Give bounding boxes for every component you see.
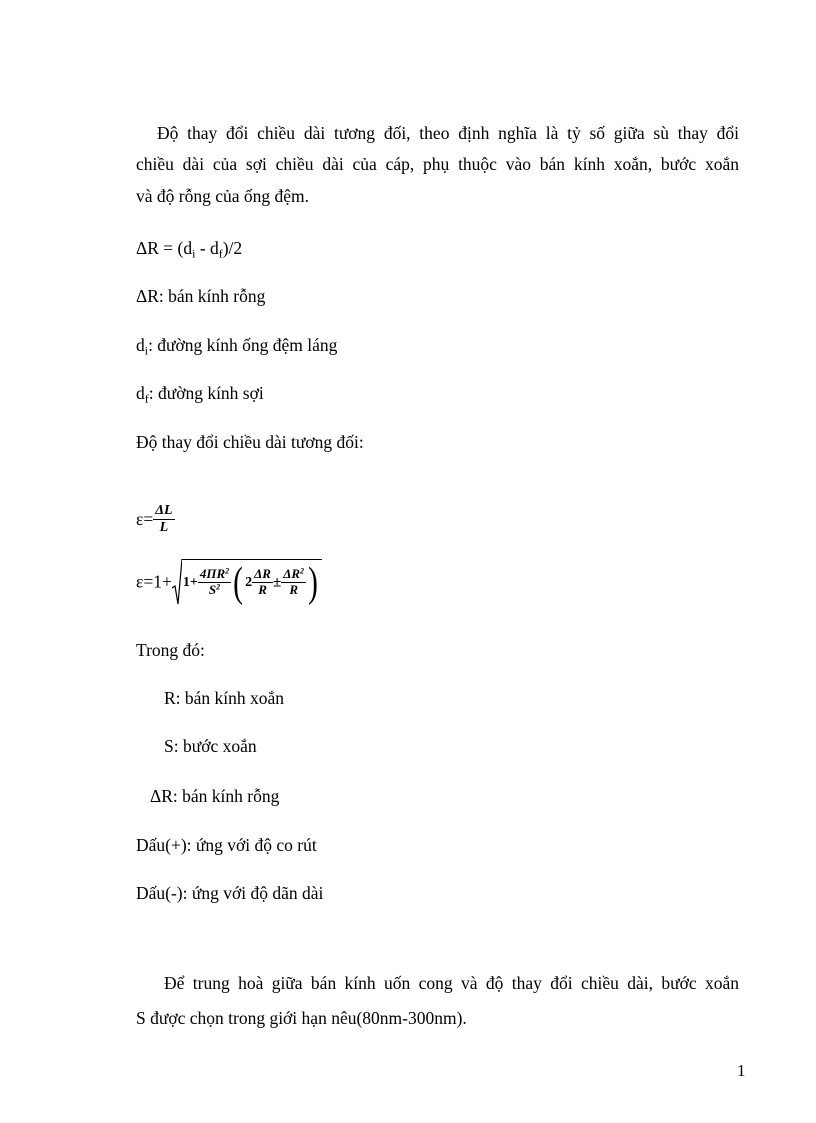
fraction-4pir2-over-s2: $\frac{4\Pi R^2}{S^2}$ — [199, 566, 230, 597]
fraction-delta-l-over-l: $\frac{\Delta L}{L}$ — [155, 503, 173, 536]
right-paren: ) — [308, 559, 318, 606]
paragraph1-line2: chiều dài của sợi chiều dài của cáp, phụ thuộc vào bán kính xoắn, bước xoắn — [136, 154, 739, 174]
formula-epsilon-ratio: ε= $\frac{\Delta L}{L}$ — [136, 503, 173, 536]
left-paren: ( — [233, 559, 244, 606]
radicand: 1+ $\frac{4\Pi R^2}{S^2}$ ( 2 $\frac{\Delta R}{R}$ ± $\frac{\Delta R^2}{R}$ ) — [182, 559, 322, 604]
paragraph2-line1: Để trung hoà giữa bán kính uốn cong và độ thay đổi chiều dài, bước xoắn — [164, 973, 739, 993]
formula-epsilon-expanded: ε=1+ 1+ $\frac{4\Pi R^2}{S^2}$ ( 2 $\frac{\Delta R}{R}$ ± $\frac{\Delta R^2}{R}$ ) — [136, 558, 322, 606]
fraction-delta-r2-over-r: $\frac{\Delta R^2}{R}$ — [283, 566, 305, 597]
where-delta-r: ΔR: bán kính rỗng — [150, 786, 280, 806]
paragraph1-line3: và độ rỗng của ống đệm. — [136, 186, 310, 206]
relative-change-label: Độ thay đổi chiều dài tương đối: — [136, 432, 364, 452]
paragraph1-line1: Độ thay đổi chiều dài tương đối, theo định nghĩa là tỷ số giữa sù thay đổi — [157, 123, 739, 143]
fraction-delta-r-over-r: $\frac{\Delta R}{R}$ — [254, 566, 271, 597]
where-s: S: bước xoắn — [164, 736, 257, 756]
formula-delta-r: $\Delta R = (d_i - d_f)/2$ — [136, 238, 243, 261]
where-r: R: bán kính xoắn — [164, 688, 285, 708]
sign-plus: Dấu(+): ứng với độ co rút — [136, 835, 317, 855]
page-number: 1 — [737, 1061, 746, 1080]
definition-delta-r: ΔR: bán kính rỗng — [136, 286, 266, 306]
where-title: Trong đó: — [136, 640, 205, 660]
paragraph2-line2: S được chọn trong giới hạn nêu(80nm-300nm). — [136, 1008, 467, 1028]
radical-sign-icon — [172, 558, 182, 606]
definition-df: $d_f$: đường kính sợi — [136, 383, 264, 406]
sign-minus: Dấu(-): ứng với độ dãn dài — [136, 883, 324, 903]
definition-di: $d_i$: đường kính ống đệm láng — [136, 335, 338, 358]
